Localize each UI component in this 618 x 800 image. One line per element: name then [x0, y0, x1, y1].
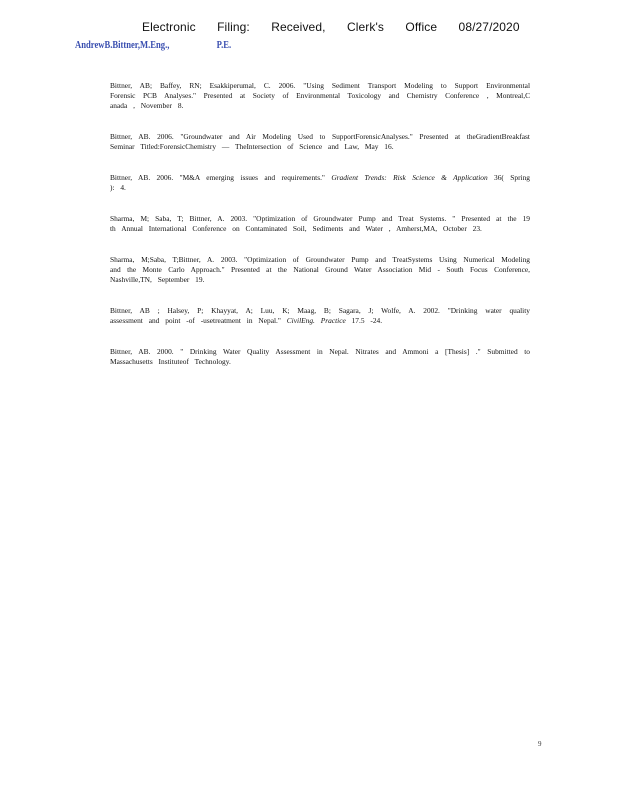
author-credential: P.E. — [216, 40, 232, 51]
reference-text: Bittner, AB. 2000. " Drinking Water Quality Assessment in Nepal. Nitrates and Ammoni a [Thesis] ." Submitted to Massachusetts Instituteof Technology. — [110, 346, 530, 367]
reference-item — [110, 173, 530, 193]
reference-tail: 17.5 -24. — [345, 316, 383, 326]
reference-item — [110, 255, 530, 286]
page-number: 9 — [538, 740, 542, 748]
reference-text: Sharma, M; Saba, T; Bittner, A. 2003. "Optimization of Groundwater Pump and Treat Systems. " Presented at the 19 th Annual International Conference on Contaminated Soil, Sediments and Water , Amherst,MA, October 23. — [110, 213, 530, 234]
reference-list — [110, 81, 530, 388]
reference-text: Bittner, AB ; Halsey, P; Khayyat, A; Luu, K; Maag, B; Sagara, J; Wolfe, A. 2002. "Drinking water quality assessment and point -of -usetreatment in Nepal." — [110, 305, 530, 326]
reference-item — [110, 214, 530, 234]
reference-item — [110, 347, 530, 367]
reference-journal: Gradient Trends: Risk Science & Application — [331, 173, 488, 183]
author-name: AndrewB.Bittner,M.Eng., — [75, 40, 170, 51]
reference-tail: 36( Spring ): 4. — [110, 173, 530, 193]
reference-item — [110, 132, 530, 152]
reference-text: Bittner, AB. 2006. "M&A emerging issues and requirements." — [110, 173, 332, 183]
reference-journal: CivilEng. Practice — [286, 316, 346, 326]
reference-item — [110, 81, 530, 112]
reference-text: Bittner, AB; Baffey, RN; Esakkiperumal, C. 2006. "Using Sediment Transport Modeling to Support Environmental Forensic PCB Analyses." Presented at Society of Environmental Toxicology and Chemistry Conference , Montreal,C anada , November 8. — [110, 81, 530, 111]
author-header — [75, 40, 231, 51]
reference-item — [110, 306, 530, 326]
reference-text: Bittner, AB. 2006. "Groundwater and Air Modeling Used to SupportForensicAnalyses." Presented at theGradientBreakfast Seminar Titled:ForensicChemistry — TheIntersection of Science and Law, May 16. — [110, 132, 530, 152]
reference-text: Sharma, M;Saba, T;Bittner, A. 2003. "Optimization of Groundwater Pump and TreatSystems Using Numerical Modeling and the Monte Carlo Approach." Presented at the National Ground Water Association Mid - South Focus Conference, Nashville,TN, September 19. — [110, 254, 530, 285]
filing-stamp: Electronic Filing: Received, Clerk's Office 08/27/2020 — [142, 20, 520, 34]
